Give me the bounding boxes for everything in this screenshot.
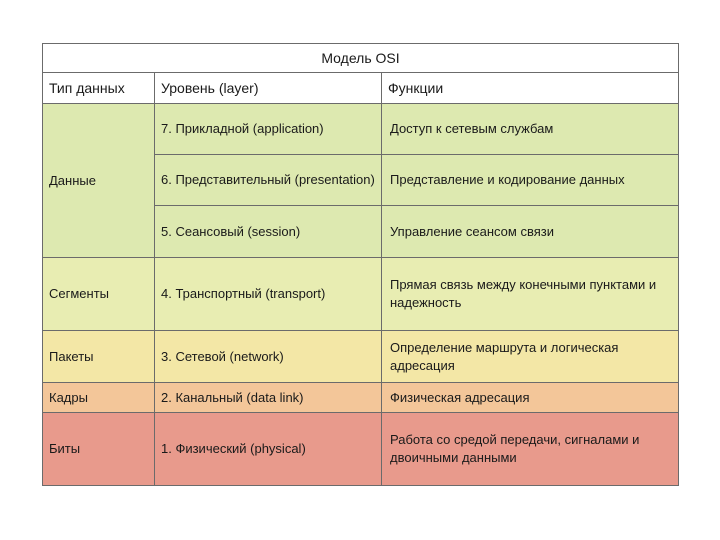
function-cell: Работа со средой передачи, сигналами и двоичными данными bbox=[382, 413, 679, 486]
layer-cell: 2. Канальный (data link) bbox=[155, 383, 382, 413]
function-cell: Физическая адресация bbox=[382, 383, 679, 413]
function-cell: Управление сеансом связи bbox=[382, 206, 679, 258]
header-layer: Уровень (layer) bbox=[155, 73, 382, 104]
layer-cell: 4. Транспортный (transport) bbox=[155, 258, 382, 331]
layer-cell: 7. Прикладной (application) bbox=[155, 104, 382, 155]
function-cell: Прямая связь между конечными пунктами и надежность bbox=[382, 258, 679, 331]
table-row bbox=[43, 258, 679, 331]
table-title: Модель OSI bbox=[43, 44, 679, 73]
data-type-cell: Пакеты bbox=[43, 331, 155, 383]
table-row bbox=[43, 413, 679, 486]
table-row bbox=[43, 104, 679, 155]
layer-cell: 3. Сетевой (network) bbox=[155, 331, 382, 383]
data-type-cell: Сегменты bbox=[43, 258, 155, 331]
layer-cell: 5. Сеансовый (session) bbox=[155, 206, 382, 258]
header-data-type: Тип данных bbox=[43, 73, 155, 104]
data-type-cell: Биты bbox=[43, 413, 155, 486]
table-row bbox=[43, 331, 679, 383]
function-cell: Определение маршрута и логическая адресация bbox=[382, 331, 679, 383]
function-cell: Доступ к сетевым службам bbox=[382, 104, 679, 155]
header-functions: Функции bbox=[382, 73, 679, 104]
data-type-cell: Данные bbox=[43, 104, 155, 258]
layer-cell: 1. Физический (physical) bbox=[155, 413, 382, 486]
data-type-cell: Кадры bbox=[43, 383, 155, 413]
function-cell: Представление и кодирование данных bbox=[382, 155, 679, 206]
osi-model-table bbox=[42, 43, 679, 486]
layer-cell: 6. Представительный (presentation) bbox=[155, 155, 382, 206]
table-row bbox=[43, 383, 679, 413]
